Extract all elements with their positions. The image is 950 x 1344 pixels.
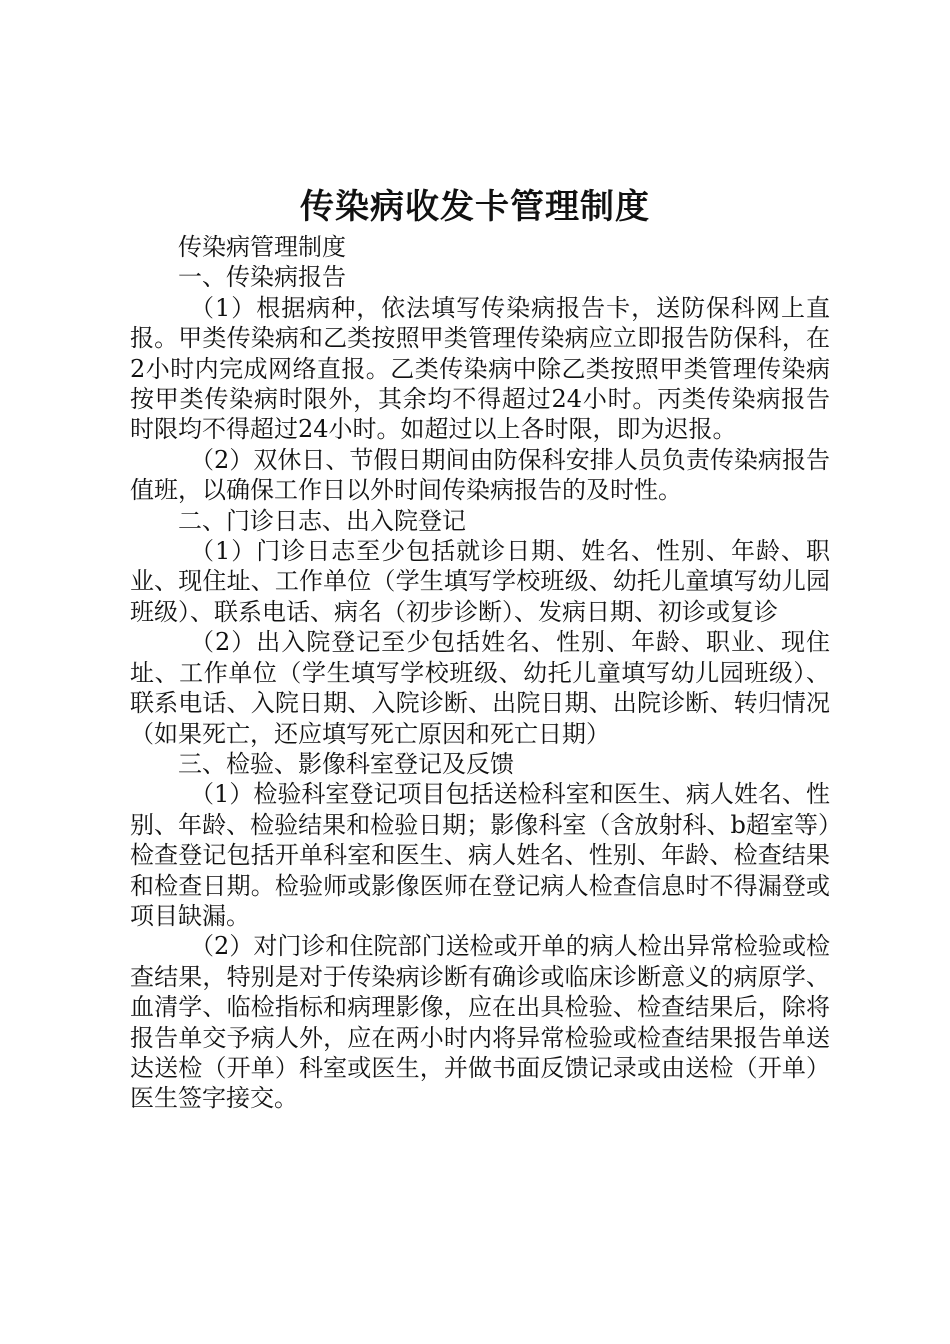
section-heading-2: 二、门诊日志、出入院登记 xyxy=(178,506,466,535)
section-heading-1: 一、传染病报告 xyxy=(178,263,346,292)
document-body xyxy=(130,232,830,1114)
paragraph-2-2: （2）出入院登记至少包括姓名、性别、年龄、职业、现住址、工作单位（学生填写学校班级、幼托儿童填写幼儿园班级）、联系电话、入院日期、入院诊断、出院日期、出院诊断、转归情况（如果死亡，还应填写死亡原因和死亡日期） xyxy=(130,628,830,748)
section-heading-3: 三、检验、影像科室登记及反馈 xyxy=(178,749,514,778)
paragraph-1-2: （2）双休日、节假日期间由防保科安排人员负责传染病报告值班，以确保工作日以外时间传染病报告的及时性。 xyxy=(130,445,830,505)
paragraph-2-1: （1）门诊日志至少包括就诊日期、姓名、性别、年龄、职业、现住址、工作单位（学生填写学校班级、幼托儿童填写幼儿园班级）、联系电话、病名（初步诊断）、发病日期、初诊或复诊 xyxy=(130,537,830,626)
document-title: 传染病收发卡管理制度 xyxy=(300,187,650,227)
paragraph-3-1: （1）检验科室登记项目包括送检科室和医生、病人姓名、性别、年龄、检验结果和检验日期；影像科室（含放射科、b超室等）检查登记包括开单科室和医生、病人姓名、性别、年龄、检查结果和检查日期。检验师或影像医师在登记病人检查信息时不得漏登或项目缺漏。 xyxy=(130,780,830,930)
paragraph-1-1: （1）根据病种，依法填写传染病报告卡，送防保科网上直报。甲类传染病和乙类按照甲类管理传染病应立即报告防保科，在2小时内完成网络直报。乙类传染病中除乙类按照甲类管理传染病按甲类传染病时限外，其余均不得超过24小时。丙类传染病报告时限均不得超过24小时。如超过以上各时限，即为迟报。 xyxy=(130,293,830,444)
paragraph-3-2: （2）对门诊和住院部门送检或开单的病人检出异常检验或检查结果，特别是对于传染病诊断有确诊或临床诊断意义的病原学、血清学、临检指标和病理影像，应在出具检验、检查结果后，除将报告单交予病人外，应在两小时内将异常检验或检查结果报告单送达送检（开单）科室或医生，并做书面反馈记录或由送检（开单）医生签字接交。 xyxy=(130,932,830,1113)
paragraph-subtitle: 传染病管理制度 xyxy=(178,233,346,261)
